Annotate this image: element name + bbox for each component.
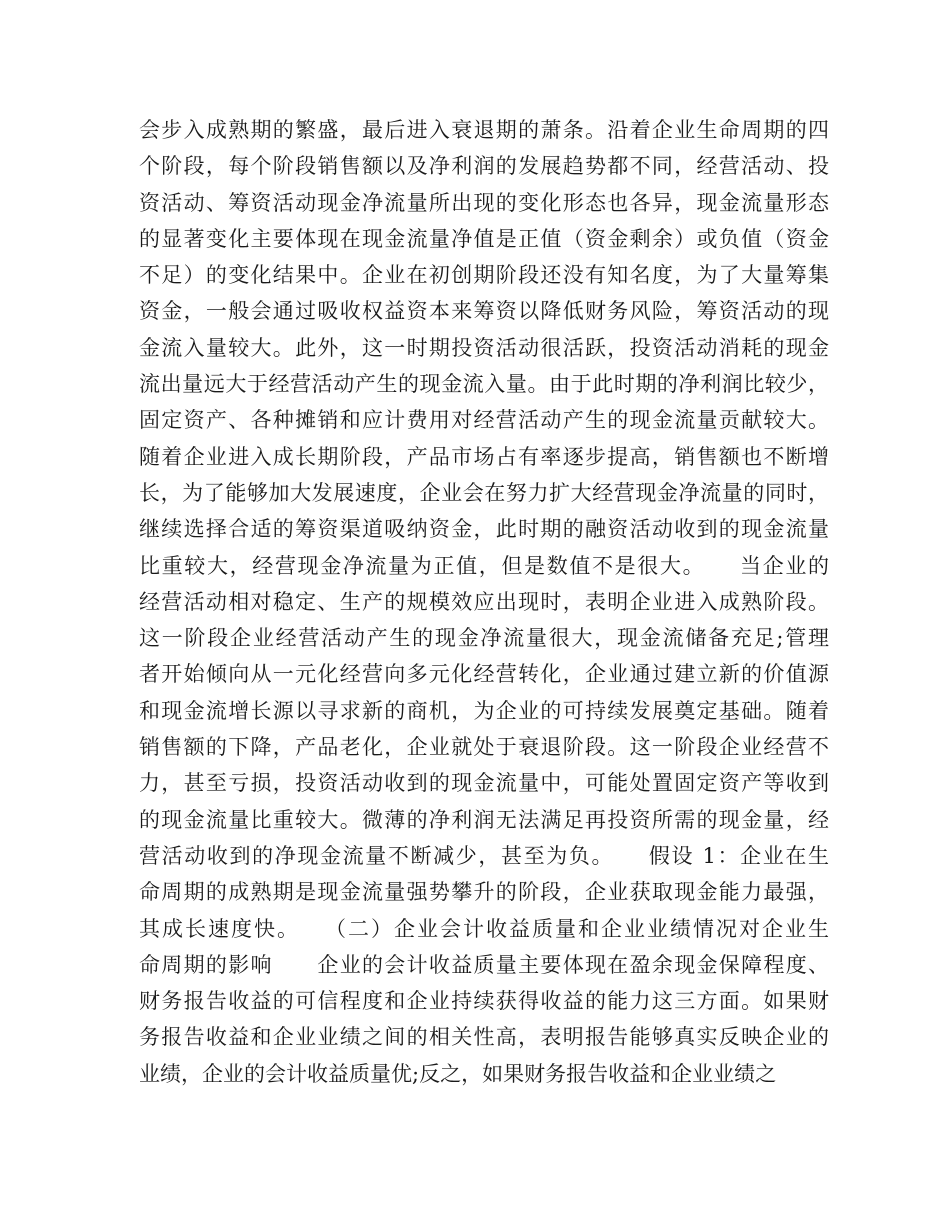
text-line: 的显著变化主要体现在现金流量净值是正值（资金剩余）或负值（资金 bbox=[139, 226, 829, 251]
text-line: 固定资产、各种摊销和应计费用对经营活动产生的现金流量贡献较大。 bbox=[139, 408, 829, 433]
text-line: 随着企业进入成长期阶段，产品市场占有率逐步提高，销售额也不断增 bbox=[139, 444, 829, 469]
text-line: 的现金流量比重较大。微薄的净利润无法满足再投资所需的现金量，经 bbox=[139, 807, 829, 832]
text-line: 命周期的成熟期是现金流量强势攀升的阶段，企业获取现金能力最强， bbox=[139, 880, 829, 905]
text-line: 务报告收益和企业业绩之间的相关性高，表明报告能够真实反映企业的 bbox=[139, 1025, 829, 1050]
text-line: 财务报告收益的可信程度和企业持续获得收益的能力这三方面。如果财 bbox=[139, 989, 829, 1014]
text-line: 流出量远大于经营活动产生的现金流入量。由于此时期的净利润比较少， bbox=[139, 372, 829, 397]
text-line: 其成长速度快。 （二）企业会计收益质量和企业业绩情况对企业生 bbox=[139, 916, 829, 941]
text-line: 经营活动相对稳定、生产的规模效应出现时，表明企业进入成熟阶段。 bbox=[139, 589, 829, 614]
text-line: 资活动、筹资活动现金净流量所出现的变化形态也各异，现金流量形态 bbox=[139, 190, 829, 215]
text-line: 这一阶段企业经营活动产生的现金净流量很大，现金流储备充足;管理 bbox=[139, 626, 829, 651]
text-line: 命周期的影响 企业的会计收益质量主要体现在盈余现金保障程度、 bbox=[139, 952, 829, 977]
text-line: 继续选择合适的筹资渠道吸纳资金，此时期的融资活动收到的现金流量 bbox=[139, 517, 829, 542]
body-paragraph bbox=[139, 112, 829, 1092]
text-line: 营活动收到的净现金流量不断减少，甚至为负。 假设 1：企业在生 bbox=[139, 843, 829, 868]
text-line: 个阶段，每个阶段销售额以及净利润的发展趋势都不同，经营活动、投 bbox=[139, 154, 829, 179]
text-line: 资金，一般会通过吸收权益资本来筹资以降低财务风险，筹资活动的现 bbox=[139, 299, 829, 324]
text-line: 力，甚至亏损，投资活动收到的现金流量中，可能处置固定资产等收到 bbox=[139, 771, 829, 796]
text-line: 比重较大，经营现金净流量为正值，但是数值不是很大。 当企业的 bbox=[139, 553, 829, 578]
text-line: 和现金流增长源以寻求新的商机，为企业的可持续发展奠定基础。随着 bbox=[139, 698, 829, 723]
text-line: 会步入成熟期的繁盛，最后进入衰退期的萧条。沿着企业生命周期的四 bbox=[139, 118, 829, 142]
text-line: 长，为了能够加大发展速度，企业会在努力扩大经营现金净流量的同时， bbox=[139, 480, 829, 505]
text-line: 金流入量较大。此外，这一时期投资活动很活跃，投资活动消耗的现金 bbox=[139, 335, 829, 360]
text-line: 销售额的下降，产品老化，企业就处于衰退阶段。这一阶段企业经营不 bbox=[139, 735, 829, 760]
text-line: 者开始倾向从一元化经营向多元化经营转化，企业通过建立新的价值源 bbox=[139, 662, 829, 687]
text-line: 业绩，企业的会计收益质量优;反之，如果财务报告收益和企业业绩之 bbox=[139, 1061, 777, 1086]
text-line: 不足）的变化结果中。企业在初创期阶段还没有知名度，为了大量筹集 bbox=[139, 263, 829, 288]
